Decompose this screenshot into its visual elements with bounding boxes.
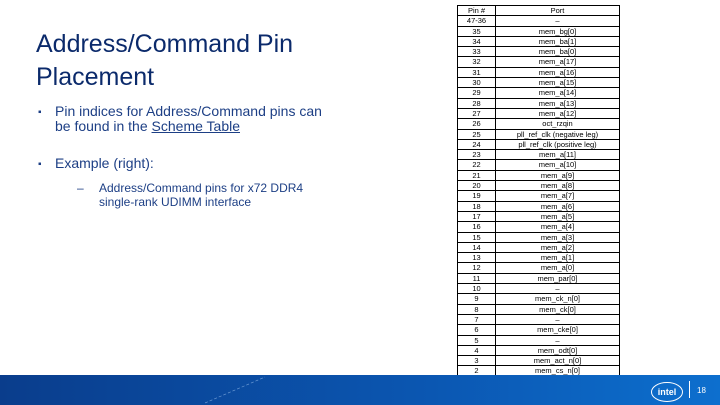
pin-cell: 33 bbox=[458, 47, 496, 57]
slide-title: Address/Command Pin Placement bbox=[36, 30, 294, 91]
pin-cell: 17 bbox=[458, 211, 496, 221]
port-cell: mem_a[17] bbox=[496, 57, 620, 67]
pin-cell: 31 bbox=[458, 67, 496, 77]
pin-cell: 6 bbox=[458, 325, 496, 335]
port-cell: mem_ck[0] bbox=[496, 304, 620, 314]
table-row bbox=[458, 325, 620, 335]
pin-cell: 35 bbox=[458, 26, 496, 36]
table-row bbox=[458, 335, 620, 345]
port-cell: oct_rzqin bbox=[496, 119, 620, 129]
pin-cell: 23 bbox=[458, 150, 496, 160]
port-cell: mem_odt[0] bbox=[496, 345, 620, 355]
table-row bbox=[458, 345, 620, 355]
pin-cell: 7 bbox=[458, 314, 496, 324]
port-cell: mem_a[6] bbox=[496, 201, 620, 211]
port-cell: mem_a[15] bbox=[496, 78, 620, 88]
column-header-pin: Pin # bbox=[458, 6, 496, 16]
pin-cell: 12 bbox=[458, 263, 496, 273]
bullet-text: Example (right): bbox=[55, 155, 154, 171]
square-bullet-icon: ▪ bbox=[38, 159, 42, 170]
port-cell: mem_par[0] bbox=[496, 273, 620, 283]
table-row bbox=[458, 78, 620, 88]
port-cell: mem_a[4] bbox=[496, 222, 620, 232]
table-row bbox=[458, 263, 620, 273]
pin-cell: 34 bbox=[458, 36, 496, 46]
bullet-example bbox=[38, 156, 338, 209]
table-row bbox=[458, 232, 620, 242]
port-cell: pll_ref_clk (negative leg) bbox=[496, 129, 620, 139]
table-row bbox=[458, 139, 620, 149]
table-row bbox=[458, 47, 620, 57]
pin-cell: 22 bbox=[458, 160, 496, 170]
table-row bbox=[458, 16, 620, 26]
table-row bbox=[458, 160, 620, 170]
table-row bbox=[458, 314, 620, 324]
pin-cell: 21 bbox=[458, 170, 496, 180]
pin-cell: 9 bbox=[458, 294, 496, 304]
footer-bar bbox=[0, 375, 720, 405]
pin-cell: 25 bbox=[458, 129, 496, 139]
port-cell: mem_a[3] bbox=[496, 232, 620, 242]
port-cell: – bbox=[496, 284, 620, 294]
port-cell: mem_a[14] bbox=[496, 88, 620, 98]
pin-cell: 3 bbox=[458, 356, 496, 366]
port-cell: mem_a[5] bbox=[496, 211, 620, 221]
table-row bbox=[458, 242, 620, 252]
port-cell: mem_a[16] bbox=[496, 67, 620, 77]
light-streak-decoration bbox=[205, 375, 275, 405]
port-cell: mem_a[12] bbox=[496, 108, 620, 118]
sub-bullet bbox=[55, 181, 338, 209]
table-row bbox=[458, 211, 620, 221]
table-row bbox=[458, 294, 620, 304]
page-number: 18 bbox=[697, 386, 706, 395]
port-cell: mem_a[10] bbox=[496, 160, 620, 170]
table-row bbox=[458, 26, 620, 36]
scheme-table-link[interactable]: Scheme Table bbox=[151, 118, 240, 134]
pin-cell: 19 bbox=[458, 191, 496, 201]
sub-bullet-text: Address/Command pins for x72 DDR4 single-rank UDIMM interface bbox=[99, 181, 304, 209]
port-cell: – bbox=[496, 16, 620, 26]
port-cell: mem_a[7] bbox=[496, 191, 620, 201]
pin-cell: 13 bbox=[458, 253, 496, 263]
square-bullet-icon: ▪ bbox=[38, 107, 42, 118]
table-row bbox=[458, 181, 620, 191]
bullet-scheme-table bbox=[38, 104, 338, 134]
table-row bbox=[458, 57, 620, 67]
footer-divider bbox=[689, 381, 690, 398]
pin-cell: 32 bbox=[458, 57, 496, 67]
bullet-list bbox=[38, 104, 338, 231]
table-row bbox=[458, 356, 620, 366]
dash-bullet-icon: – bbox=[77, 181, 84, 195]
pin-cell: 24 bbox=[458, 139, 496, 149]
table-row bbox=[458, 222, 620, 232]
port-cell: pll_ref_clk (positive leg) bbox=[496, 139, 620, 149]
pin-cell: 30 bbox=[458, 78, 496, 88]
pin-cell: 5 bbox=[458, 335, 496, 345]
pin-cell: 27 bbox=[458, 108, 496, 118]
port-cell: mem_a[11] bbox=[496, 150, 620, 160]
intel-logo bbox=[650, 381, 686, 403]
pin-cell: 11 bbox=[458, 273, 496, 283]
pin-cell: 14 bbox=[458, 242, 496, 252]
pin-cell: 26 bbox=[458, 119, 496, 129]
pin-cell: 28 bbox=[458, 98, 496, 108]
pin-cell: 15 bbox=[458, 232, 496, 242]
pin-cell: 8 bbox=[458, 304, 496, 314]
table-row bbox=[458, 191, 620, 201]
port-cell: mem_a[0] bbox=[496, 263, 620, 273]
table-row bbox=[458, 253, 620, 263]
pin-cell: 10 bbox=[458, 284, 496, 294]
table-row bbox=[458, 150, 620, 160]
port-cell: – bbox=[496, 335, 620, 345]
table-row bbox=[458, 88, 620, 98]
pin-cell: 29 bbox=[458, 88, 496, 98]
pin-cell: 16 bbox=[458, 222, 496, 232]
table-row bbox=[458, 98, 620, 108]
logo-text: intel bbox=[657, 387, 677, 397]
table-row bbox=[458, 273, 620, 283]
table-row bbox=[458, 284, 620, 294]
port-cell: mem_a[13] bbox=[496, 98, 620, 108]
port-cell: mem_a[8] bbox=[496, 181, 620, 191]
table-row bbox=[458, 304, 620, 314]
port-cell: mem_a[2] bbox=[496, 242, 620, 252]
pin-cell: 4 bbox=[458, 345, 496, 355]
port-cell: mem_a[9] bbox=[496, 170, 620, 180]
table-row bbox=[458, 36, 620, 46]
port-cell: mem_ba[1] bbox=[496, 36, 620, 46]
port-cell: mem_ba[0] bbox=[496, 47, 620, 57]
table-row bbox=[458, 129, 620, 139]
table-row bbox=[458, 119, 620, 129]
pin-cell: 2 bbox=[458, 366, 496, 376]
pin-cell: 18 bbox=[458, 201, 496, 211]
pin-cell: 47-36 bbox=[458, 16, 496, 26]
port-cell: mem_cs_n[0] bbox=[496, 366, 620, 376]
table-row bbox=[458, 67, 620, 77]
pin-table bbox=[457, 5, 620, 397]
port-cell: mem_act_n[0] bbox=[496, 356, 620, 366]
port-cell: mem_a[1] bbox=[496, 253, 620, 263]
port-cell: mem_bg[0] bbox=[496, 26, 620, 36]
pin-cell: 20 bbox=[458, 181, 496, 191]
table-row bbox=[458, 108, 620, 118]
table-header-row bbox=[458, 6, 620, 16]
port-cell: mem_cke[0] bbox=[496, 325, 620, 335]
port-cell: – bbox=[496, 314, 620, 324]
table-row bbox=[458, 201, 620, 211]
table-row bbox=[458, 170, 620, 180]
bullet-text: Pin indices for Address/Command pins can be found in the bbox=[55, 103, 322, 134]
port-cell: mem_ck_n[0] bbox=[496, 294, 620, 304]
column-header-port: Port bbox=[496, 6, 620, 16]
